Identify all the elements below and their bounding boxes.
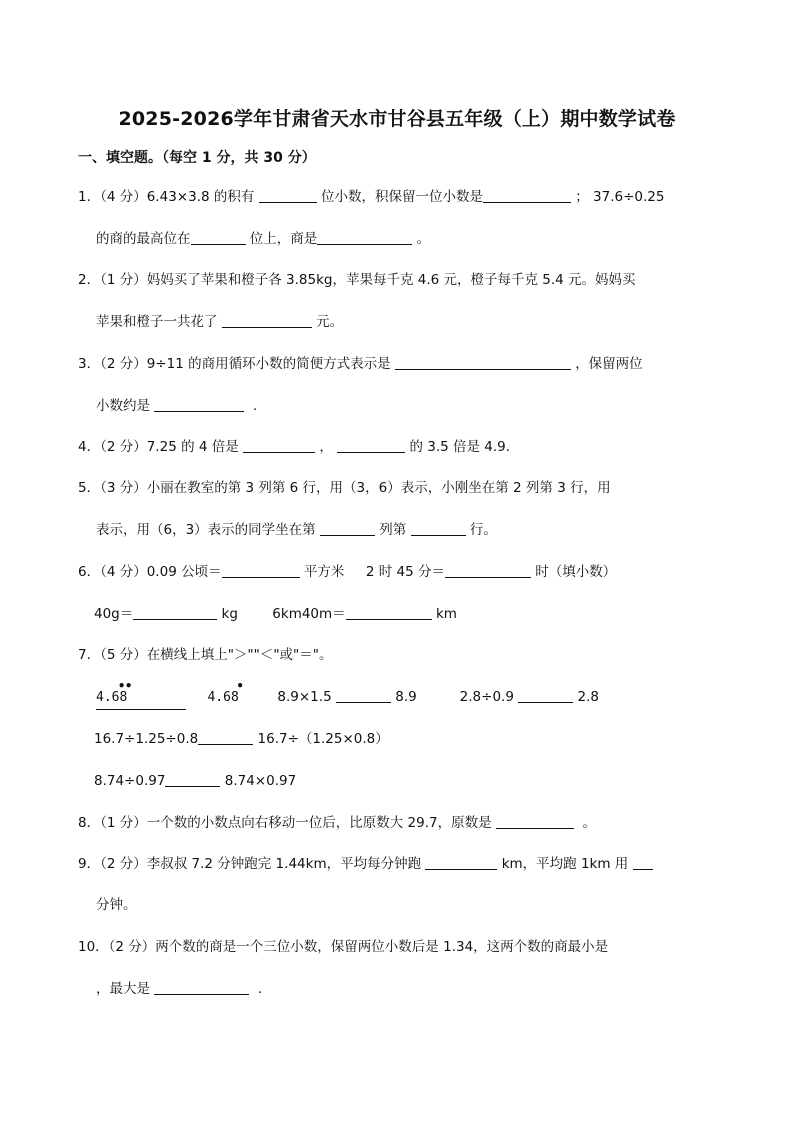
question-9-line-2 xyxy=(96,896,137,914)
question-9-line-1 xyxy=(78,855,653,873)
question-3-line-1 xyxy=(78,355,643,373)
repeating-decimal-1: • • 4.68 xyxy=(96,679,133,705)
q7-d1: 16.7÷1.25÷0.8 xyxy=(94,731,199,747)
q4-blank-1[interactable] xyxy=(243,438,315,453)
repeat-dot: • xyxy=(118,679,126,693)
question-7-line-3 xyxy=(94,730,389,748)
q7-e1: 8.74÷0.97 xyxy=(94,773,166,789)
q1-blank-2[interactable] xyxy=(483,188,571,203)
q5-blank-1[interactable] xyxy=(320,521,375,536)
q3-text-4: . xyxy=(252,398,258,414)
q8-text-2: 。 xyxy=(582,815,596,831)
question-3-line-2 xyxy=(96,397,257,415)
q6-text-8: km xyxy=(435,606,457,622)
repeat-dot: • xyxy=(125,679,133,693)
q2-text-3: 元。 xyxy=(316,314,344,330)
question-2-line-1 xyxy=(78,271,636,289)
q2-blank-1[interactable] xyxy=(222,313,312,328)
q1-text-3: ； 37.6÷0.25 xyxy=(575,189,665,205)
q5-text-3: 列第 xyxy=(379,522,407,538)
q9-text-3: 分钟。 xyxy=(96,897,137,913)
q7-d2: 16.7÷（1.25×0.8） xyxy=(257,731,389,747)
q6-text-2: 平方米 xyxy=(303,564,345,580)
q1-blank-1[interactable] xyxy=(259,188,317,203)
q4-blank-2[interactable] xyxy=(337,438,405,453)
question-1-line-2 xyxy=(96,230,430,248)
q6-blank-4[interactable] xyxy=(346,605,432,620)
q8-blank-1[interactable] xyxy=(496,814,574,829)
q6-text-3: 2 时 45 分＝ xyxy=(365,564,445,580)
q5-text-2: 表示，用（6，3）表示的同学坐在第 xyxy=(96,522,316,538)
question-6-line-2 xyxy=(94,605,457,623)
q9-text: 9．（2 分）李叔叔 7.2 分钟跑完 1.44km，平均每分钟跑 xyxy=(78,856,422,872)
q8-text: 8．（1 分）一个数的小数点向右移动一位后，比原数大 29.7，原数是 xyxy=(78,815,492,831)
question-5-line-1 xyxy=(78,479,611,497)
question-10-line-2 xyxy=(96,980,262,998)
q3-blank-1[interactable] xyxy=(395,355,571,370)
q3-text-3: 小数约是 xyxy=(96,398,150,414)
q1-blank-4[interactable] xyxy=(317,230,412,245)
question-6-line-1 xyxy=(78,563,616,581)
question-10-line-1 xyxy=(78,938,608,956)
q1-text-6: 。 xyxy=(416,231,431,247)
q3-text: 3．（2 分）9÷11 的商用循环小数的简便方式表示是 xyxy=(78,356,391,372)
question-5-line-2 xyxy=(96,521,497,539)
q4-text-2: ， xyxy=(319,439,333,455)
q6-blank-1[interactable] xyxy=(222,563,300,578)
q1-text-5: 位上，商是 xyxy=(249,231,318,247)
question-2-line-2 xyxy=(96,313,343,331)
page-title: 2025-2026学年甘肃省天水市甘谷县五年级（上）期中数学试卷 xyxy=(118,108,676,130)
q10-blank-1[interactable] xyxy=(154,980,249,995)
question-7-line-2 xyxy=(96,679,600,710)
q7-b1: 8.9×1.5 xyxy=(277,689,332,705)
q7-c1: 2.8÷0.9 xyxy=(459,689,514,705)
q5-blank-2[interactable] xyxy=(411,521,466,536)
q7-b2: 8.9 xyxy=(395,689,417,705)
q7-blank-2[interactable] xyxy=(336,688,391,703)
q6-text-7: 6km40m＝ xyxy=(272,606,346,622)
section-heading: 一、填空题。（每空 1 分，共 30 分） xyxy=(78,150,316,166)
q5-text-4: 行。 xyxy=(469,522,497,538)
q7-text: 7．（5 分）在横线上填上"＞""＜"或"＝"。 xyxy=(78,647,333,663)
q9-blank-2[interactable] xyxy=(633,855,653,870)
q9-blank-1[interactable] xyxy=(425,855,497,870)
question-7-line-1 xyxy=(78,646,332,664)
q3-text-2: ，保留两位 xyxy=(575,356,643,372)
q3-blank-2[interactable] xyxy=(154,397,244,412)
q1-text-4: 的商的最高位在 xyxy=(96,231,191,247)
q2-text-2: 苹果和橙子一共花了 xyxy=(96,314,218,330)
q6-text-6: kg xyxy=(221,606,238,622)
q6-text: 6．（4 分）0.09 公顷＝ xyxy=(78,564,222,580)
q10-text: 10．（2 分）两个数的商是一个三位小数，保留两位小数后是 1.34，这两个数的商最小是 xyxy=(78,939,609,955)
q6-blank-3[interactable] xyxy=(133,605,217,620)
question-1-line-1 xyxy=(78,188,664,206)
q7-blank-5[interactable] xyxy=(165,772,220,787)
q10-text-2: ，最大是 xyxy=(96,981,150,997)
q2-text: 2．（1 分）妈妈买了苹果和橙子各 3.85kg，苹果每千克 4.6 元，橙子每千克 5.4 元。妈妈买 xyxy=(78,272,636,288)
q7-blank-1[interactable] xyxy=(96,679,186,710)
q10-text-3: . xyxy=(257,981,263,997)
q1-text: 1．（4 分）6.43×3.8 的积有 xyxy=(78,189,255,205)
q6-text-5: 40g＝ xyxy=(94,606,134,622)
q9-text-2: km，平均跑 1km 用 xyxy=(501,856,629,872)
repeating-decimal-2: • 4.68 xyxy=(207,679,244,705)
q1-blank-3[interactable] xyxy=(191,230,246,245)
q6-blank-2[interactable] xyxy=(445,563,531,578)
repeat-dot: • xyxy=(236,679,244,693)
q7-e2: 8.74×0.97 xyxy=(224,773,297,789)
q7-blank-4[interactable] xyxy=(198,730,253,745)
q6-text-4: 时（填小数） xyxy=(535,564,617,580)
q7-c2: 2.8 xyxy=(577,689,600,705)
q4-text: 4．（2 分）7.25 的 4 倍是 xyxy=(78,439,239,455)
q4-text-3: 的 3.5 倍是 4.9． xyxy=(409,439,520,455)
q5-text: 5．（3 分）小丽在教室的第 3 列第 6 行，用（3，6）表示，小刚坐在第 2 列第 3 行，用 xyxy=(78,480,611,496)
q7-blank-3[interactable] xyxy=(518,688,573,703)
question-4-line-1 xyxy=(78,438,519,456)
q1-text-2: 位小数，积保留一位小数是 xyxy=(320,189,483,205)
question-8-line-1 xyxy=(78,814,596,832)
question-7-line-4 xyxy=(94,772,296,790)
